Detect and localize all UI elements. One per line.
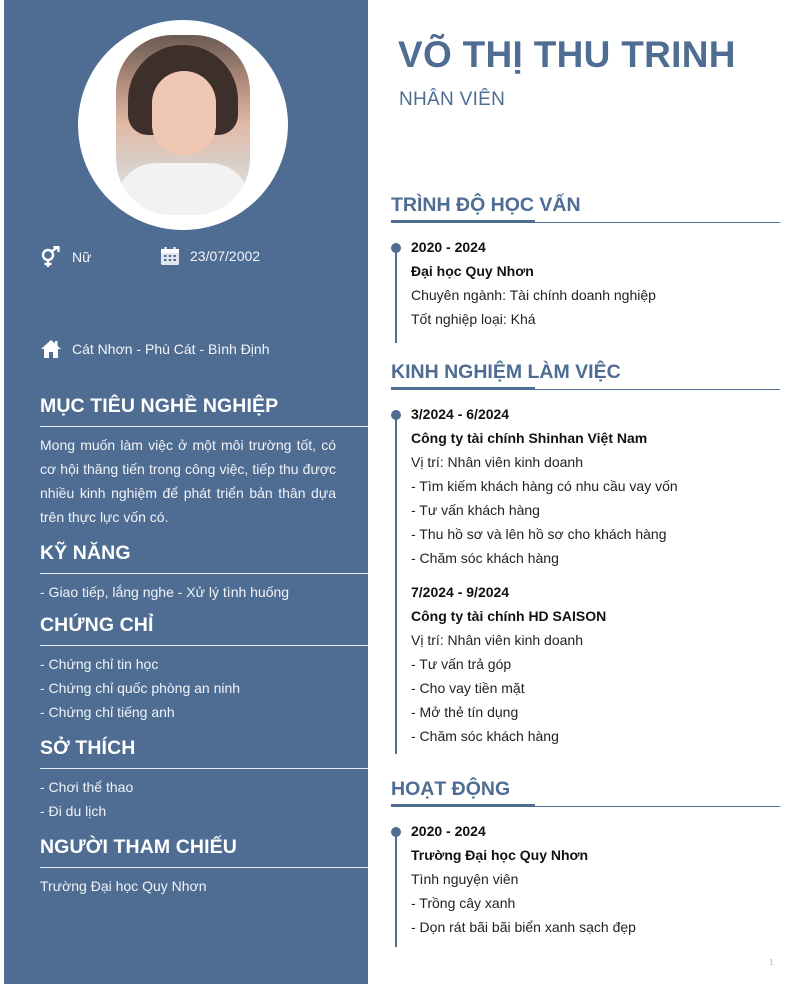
list-item: - Chứng chỉ quốc phòng an ninh xyxy=(40,680,241,696)
timeline-dot xyxy=(391,410,401,420)
address-row xyxy=(40,339,270,359)
education-title-text: TRÌNH ĐỘ HỌC VẤN xyxy=(391,194,581,216)
list-item: Trường Đại học Quy Nhơn xyxy=(40,878,207,894)
gender-icon xyxy=(40,246,62,268)
entry-period: 2020 - 2024 xyxy=(411,823,486,839)
references-section xyxy=(40,836,368,898)
hobbies-section xyxy=(40,737,368,823)
experience-title xyxy=(391,361,780,390)
entry-line: - Thu hồ sơ và lên hồ sơ cho khách hàng xyxy=(411,526,667,542)
entry-line: - Cho vay tiền mặt xyxy=(411,680,525,696)
gender-row xyxy=(40,246,91,268)
entry-org: Công ty tài chính HD SAISON xyxy=(411,608,607,624)
entry-line: - Mở thẻ tín dụng xyxy=(411,704,519,720)
activities-title xyxy=(391,778,780,807)
birthdate-row xyxy=(160,246,260,266)
candidate-name: VÕ THỊ THU TRINH xyxy=(398,34,736,75)
experience-title-text: KINH NGHIỆM LÀM VIỆC xyxy=(391,361,621,383)
page-number: 1 xyxy=(769,958,774,967)
skills-title: KỸ NĂNG xyxy=(40,542,368,574)
timeline-dot xyxy=(391,243,401,253)
sidebar xyxy=(4,0,368,984)
hobbies-list xyxy=(40,769,368,823)
calendar-icon xyxy=(160,246,180,266)
entry-line: - Chăm sóc khách hàng xyxy=(411,550,559,566)
address-value: Cát Nhơn - Phù Cát - Bình Định xyxy=(72,341,270,357)
entry-line: Tốt nghiệp loại: Khá xyxy=(411,311,536,327)
entry-period: 2020 - 2024 xyxy=(411,239,486,255)
entry-period: 7/2024 - 9/2024 xyxy=(411,584,510,600)
candidate-role: NHÂN VIÊN xyxy=(399,89,506,110)
entry-line: Tình nguyện viên xyxy=(411,871,519,887)
entry-line: Chuyên ngành: Tài chính doanh nghiệp xyxy=(411,287,656,303)
activity-entry xyxy=(411,819,780,939)
objective-section xyxy=(40,395,368,529)
entry-line: - Trồng cây xanh xyxy=(411,895,516,911)
education-title xyxy=(391,194,780,223)
references-list xyxy=(40,868,368,898)
entry-line: - Dọn rát bãi bãi biển xanh sạch đẹp xyxy=(411,919,636,935)
entry-org: Trường Đại học Quy Nhơn xyxy=(411,847,589,863)
entry-period: 3/2024 - 6/2024 xyxy=(411,406,510,422)
list-item: - Đi du lịch xyxy=(40,803,107,819)
gender-value: Nữ xyxy=(72,249,92,265)
objective-text: Mong muốn làm việc ở một môi trường tốt, có cơ hội thăng tiến trong công việc, tiếp thu được nhiều kinh nghiệm để phát triển bản thân dựa trên thực lực vốn có. xyxy=(40,437,336,525)
references-title: NGƯỜI THAM CHIẾU xyxy=(40,836,368,868)
profile-photo-frame xyxy=(78,20,288,230)
skills-list xyxy=(40,574,368,604)
experience-entry xyxy=(411,402,780,570)
timeline-dot xyxy=(391,827,401,837)
list-item: - Chứng chỉ tiếng anh xyxy=(40,704,175,720)
experience-entry xyxy=(411,580,780,748)
activities-title-text: HOẠT ĐỘNG xyxy=(391,778,511,800)
list-item: - Chứng chỉ tin học xyxy=(40,656,159,672)
list-item: - Chơi thể thao xyxy=(40,779,134,795)
home-icon xyxy=(40,339,62,359)
skills-section xyxy=(40,542,368,604)
entry-line: - Tư vấn trả góp xyxy=(411,656,512,672)
certificates-list xyxy=(40,646,368,724)
activities-timeline xyxy=(391,819,780,939)
objective-title: MỤC TIÊU NGHỀ NGHIỆP xyxy=(40,395,368,427)
profile-photo xyxy=(116,35,250,215)
education-entry xyxy=(411,235,780,331)
education-timeline xyxy=(391,235,780,331)
hobbies-title: SỞ THÍCH xyxy=(40,737,368,769)
experience-section xyxy=(391,361,780,748)
entry-line: - Tìm kiếm khách hàng có nhu cầu vay vốn xyxy=(411,478,678,494)
birthdate-value: 23/07/2002 xyxy=(190,248,261,264)
experience-timeline xyxy=(391,402,780,748)
entry-org: Công ty tài chính Shinhan Việt Nam xyxy=(411,430,648,446)
entry-line: - Tư vấn khách hàng xyxy=(411,502,540,518)
entry-org: Đại học Quy Nhơn xyxy=(411,263,534,279)
education-section xyxy=(391,194,780,331)
entry-line: Vị trí: Nhân viên kinh doanh xyxy=(411,632,583,648)
entry-line: - Chăm sóc khách hàng xyxy=(411,728,559,744)
activities-section xyxy=(391,778,780,939)
certificates-section xyxy=(40,614,368,724)
entry-line: Vị trí: Nhân viên kinh doanh xyxy=(411,454,583,470)
list-item: - Giao tiếp, lắng nghe - Xử lý tình huống xyxy=(40,584,290,600)
certificates-title: CHỨNG CHỈ xyxy=(40,614,368,646)
